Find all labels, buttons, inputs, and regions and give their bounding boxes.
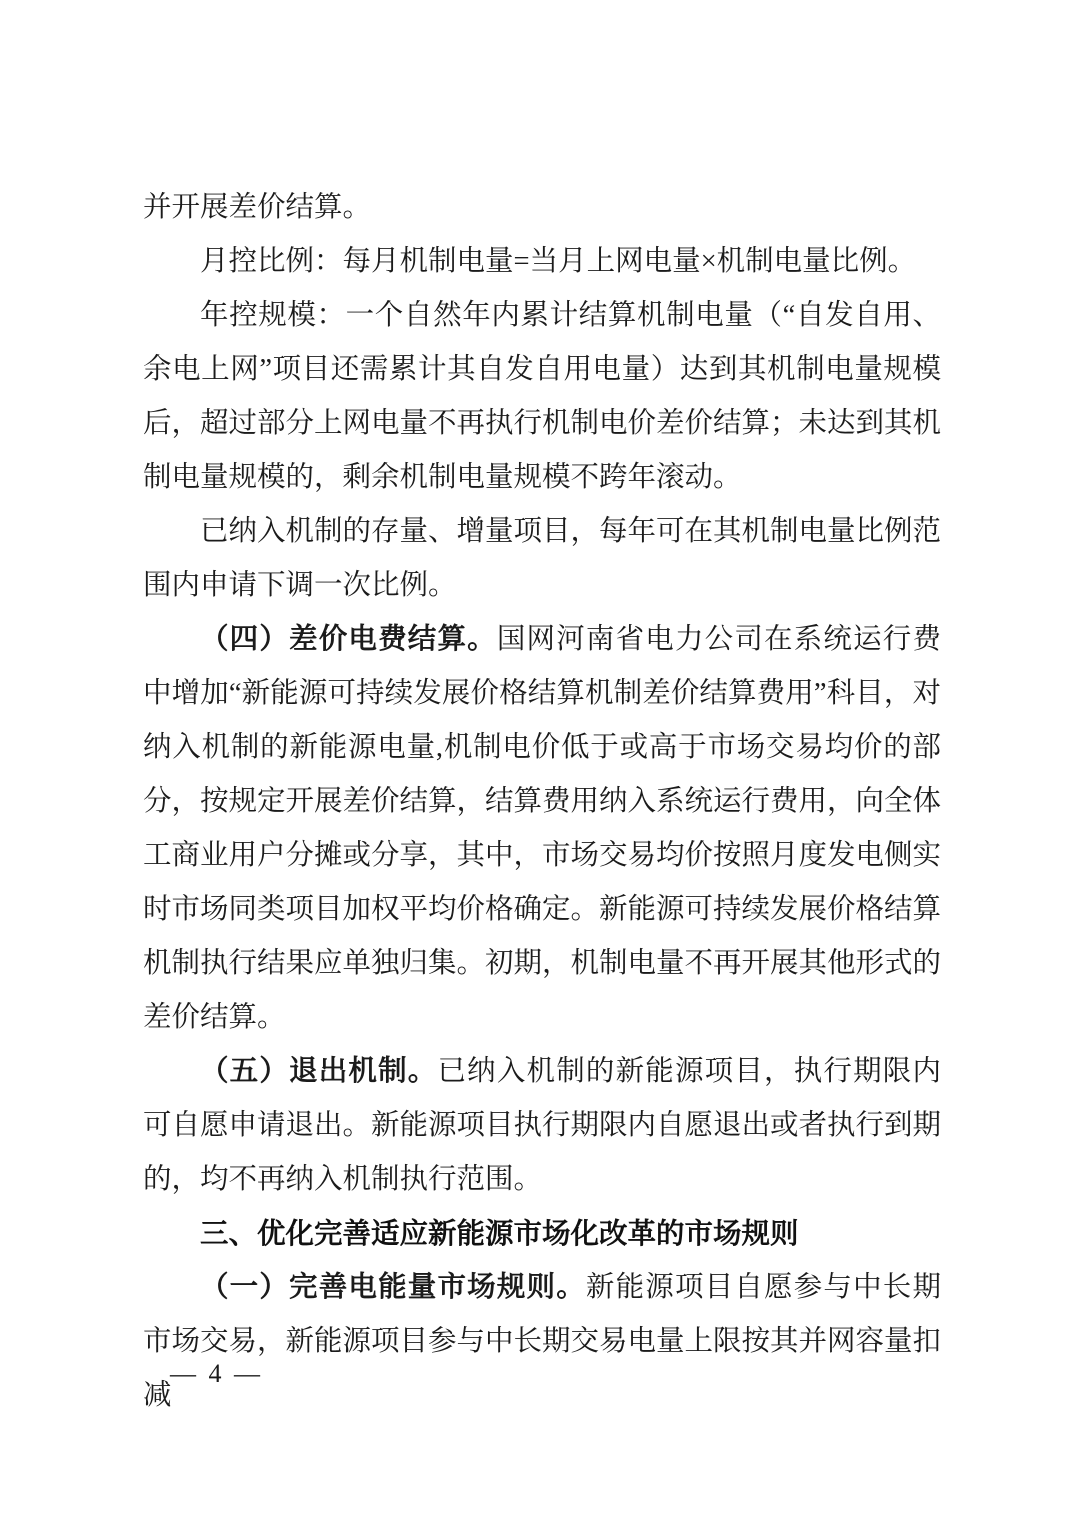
body-text: 年控规模：一个自然年内累计结算机制电量（“自发自用、余电上网”项目还需累计其自发自用电量）达到其机制电量规模后，超过部分上网电量不再执行机制电价差价结算；未达到其机制电量规模的，剩余机制电量规模不跨年滚动。 — [143, 300, 942, 493]
body-text: 国网河南省电力公司在系统运行费中增加“新能源可持续发展价格结算机制差价结算费用”科目，对纳入机制的新能源电量,机制电价低于或高于市场交易均价的部分，按规定开展差价结算，结算费用纳入系统运行费用，向全体工商业用户分摊或分享，其中，市场交易均价按照月度发电侧实时市场同类项目加权平均价格确定。新能源可持续发展价格结算机制执行结果应单独归集。初期，机制电量不再开展其他形式的差价结算。 — [143, 624, 942, 1033]
body-text: 已纳入机制的新能源项目，执行期限内可自愿申请退出。新能源项目执行期限内自愿退出或者执行到期的，均不再纳入机制执行范围。 — [143, 1056, 942, 1195]
body-paragraph — [143, 1045, 941, 1207]
page-number: — 4 — — [170, 1359, 263, 1388]
emphasis-text: （五）退出机制。 — [200, 1056, 438, 1087]
section-heading — [143, 1207, 941, 1261]
emphasis-text: （一）完善电能量市场规则。 — [200, 1272, 586, 1303]
emphasis-text: （四）差价电费结算。 — [200, 624, 497, 655]
body-paragraph — [143, 181, 941, 235]
body-text: 已纳入机制的存量、增量项目，每年可在其机制电量比例范围内申请下调一次比例。 — [143, 516, 942, 601]
body-text: 并开展差价结算。 — [143, 192, 372, 223]
document-body — [143, 181, 941, 1423]
body-text: 月控比例：每月机制电量=当月上网电量×机制电量比例。 — [200, 246, 917, 277]
body-paragraph — [143, 235, 941, 289]
body-paragraph — [143, 1261, 941, 1423]
body-text: 新能源项目自愿参与中长期市场交易，新能源项目参与中长期交易电量上限按其并网容量扣减 — [143, 1272, 942, 1411]
body-paragraph — [143, 505, 941, 613]
body-paragraph — [143, 613, 941, 1045]
emphasis-text: 三、优化完善适应新能源市场化改革的市场规则 — [200, 1218, 799, 1250]
body-paragraph — [143, 289, 941, 505]
